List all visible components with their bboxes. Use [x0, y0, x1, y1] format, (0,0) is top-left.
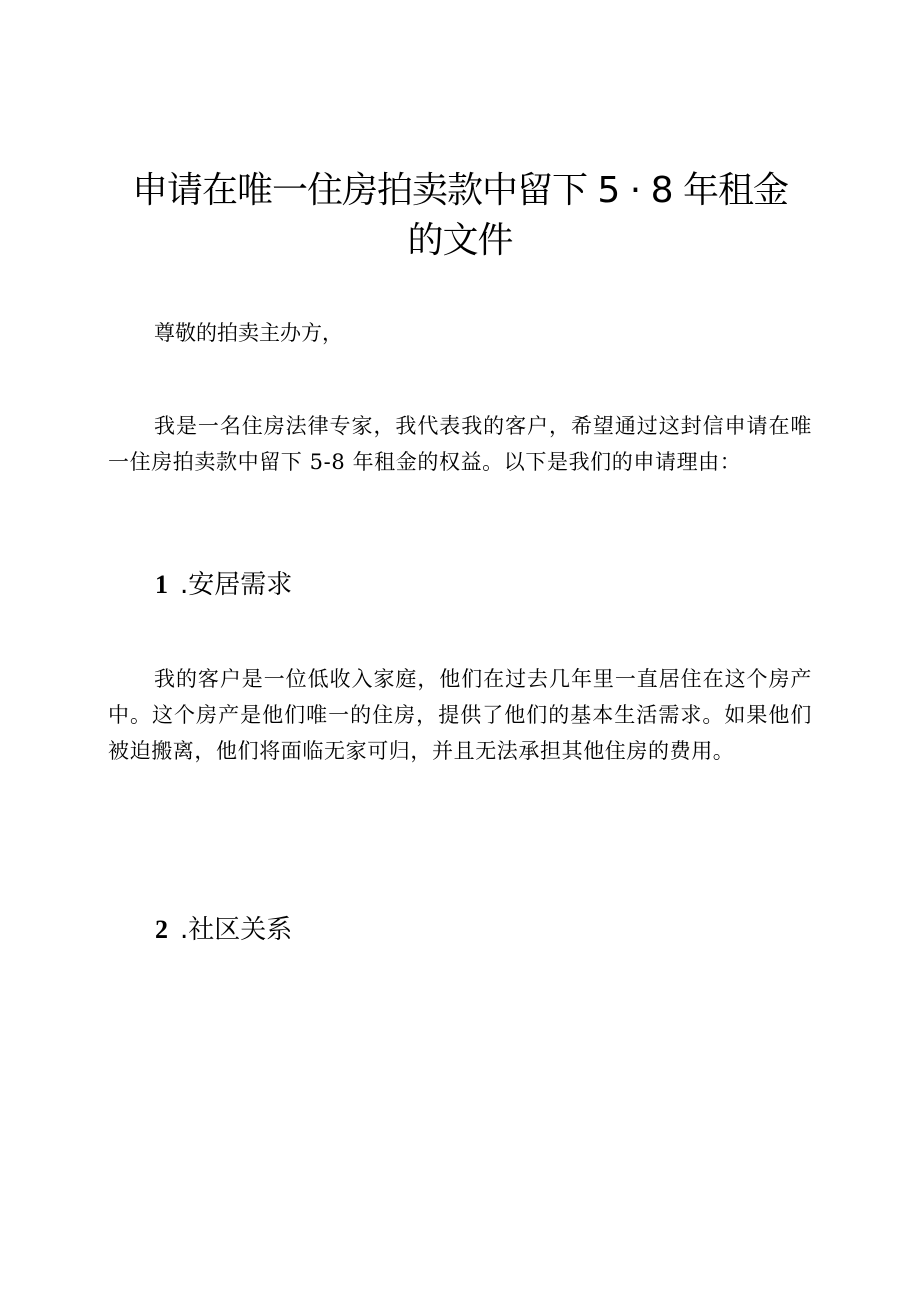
section-number-1: 1 — [155, 570, 168, 599]
salutation: 尊敬的拍卖主办方， — [154, 321, 343, 345]
document-title — [110, 166, 810, 266]
title-line-1: 申请在唯一住房拍卖款中留下 5 · 8 年租金 — [131, 170, 789, 211]
section-heading-1 — [155, 567, 292, 603]
section-heading-2 — [155, 912, 292, 948]
section-heading-text-2: .社区关系 — [180, 915, 293, 945]
title-line-2: 的文件 — [407, 220, 513, 261]
section-heading-text-1: .安居需求 — [180, 570, 293, 600]
intro-paragraph: 我是一名住房法律专家，我代表我的客户，希望通过这封信申请在唯一住房拍卖款中留下 5-8 年租金的权益。以下是我们的申请理由： — [108, 414, 812, 474]
section-paragraph-1: 我的客户是一位低收入家庭，他们在过去几年里一直居住在这个房产中。这个房产是他们唯一的住房，提供了他们的基本生活需求。如果他们被迫搬离，他们将面临无家可归，并且无法承担其他住房的费用。 — [108, 667, 812, 763]
section-number-2: 2 — [155, 915, 168, 944]
